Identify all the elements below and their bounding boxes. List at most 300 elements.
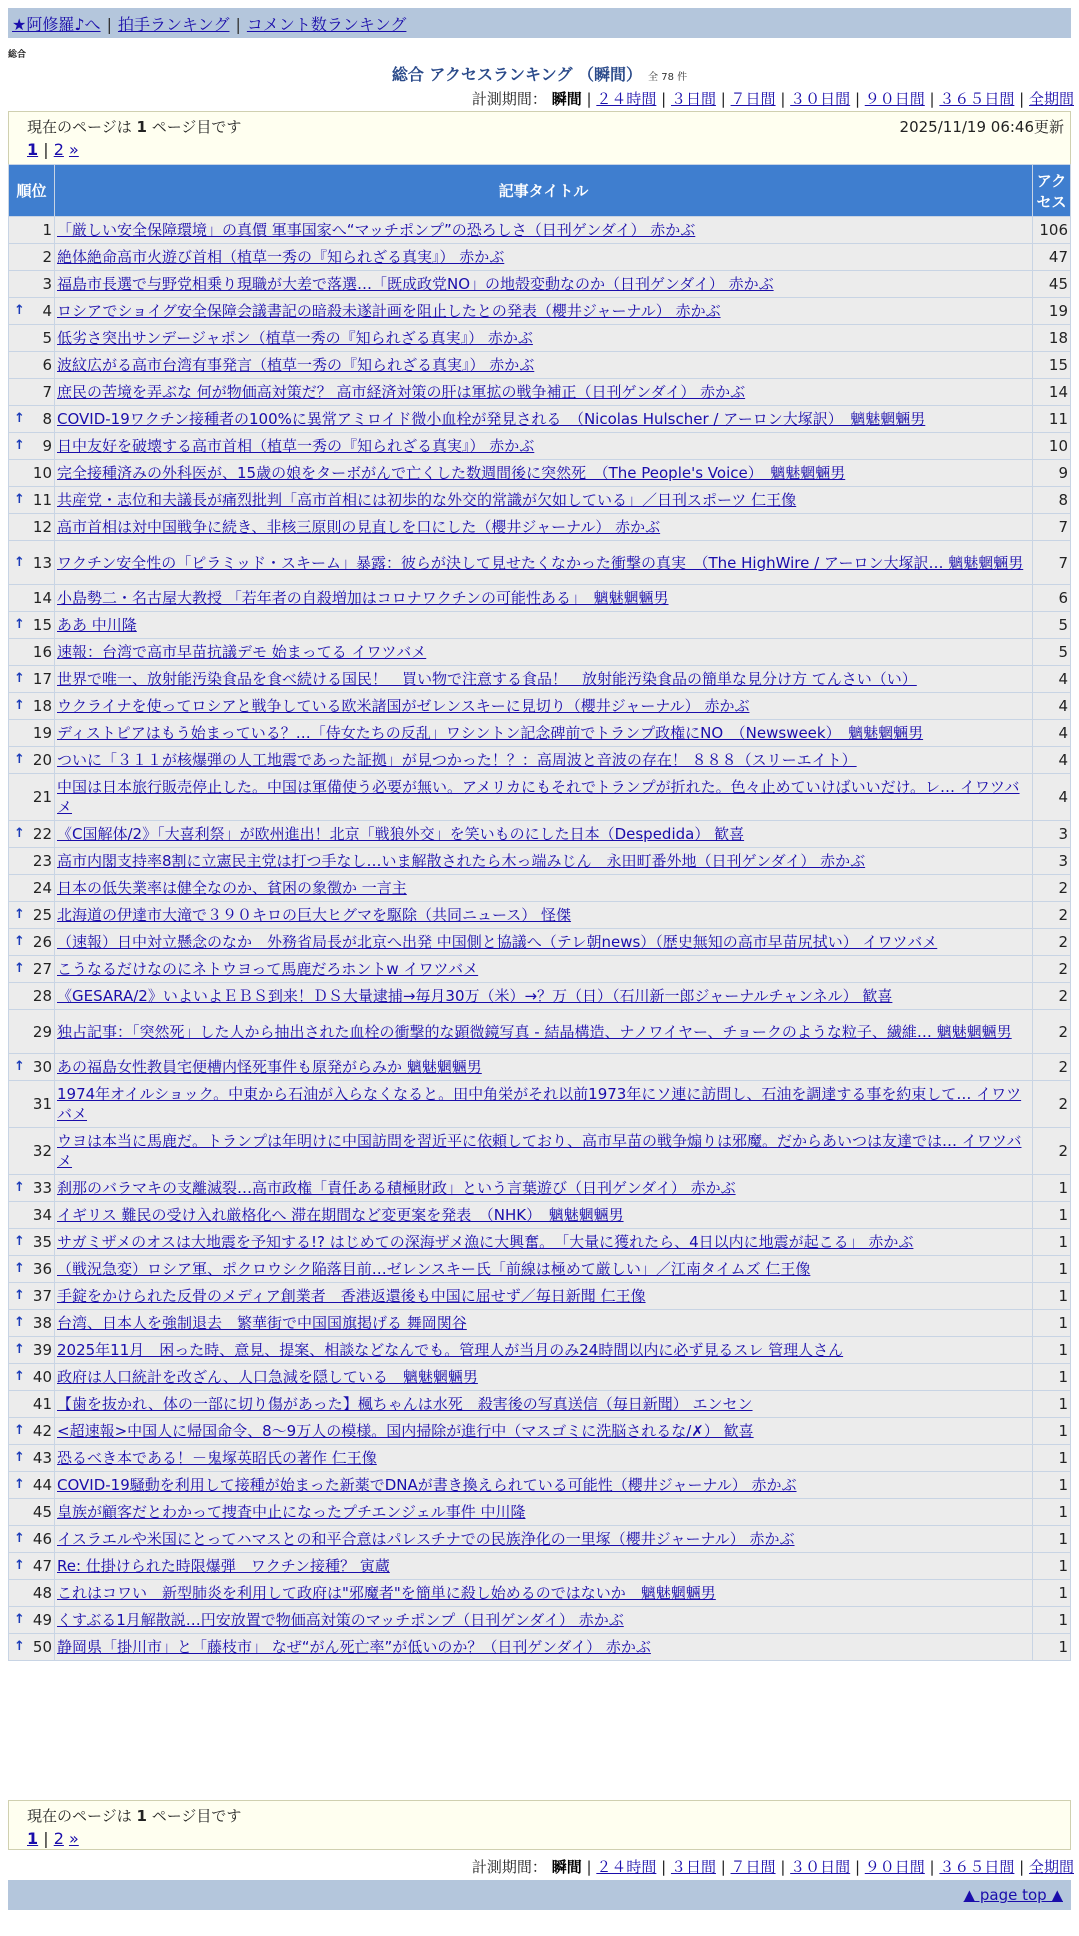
access-count: 1 (1033, 1256, 1071, 1283)
rank-up-arrow-icon: ↑ (14, 1315, 25, 1330)
article-link[interactable]: ウヨは本当に馬鹿だ。トランプは年明けに中国訪問を習近平に依頼しており、高市早苗の戦争煽りは邪魔。だからあいつは友達では… イワツバメ (57, 1132, 1022, 1170)
rank-number: 45 (32, 1503, 52, 1521)
article-link[interactable]: 北海道の伊達市大滝で３９０キロの巨大ヒグマを駆除（共同ニュース） 怪傑 (57, 906, 572, 924)
article-link[interactable]: （速報）日中対立懸念のなか 外務省局長が北京へ出発 中国側と協議へ（テレ朝news）（歴史無知の高市早苗尻拭い） イワツバメ (57, 933, 938, 951)
article-link[interactable]: 政府は人口統計を改ざん、人口急減を隠している 魑魅魍魎男 (57, 1368, 478, 1386)
title-cell (55, 1364, 1033, 1391)
access-count: 1 (1033, 1634, 1071, 1661)
ranking-title: 総合 アクセスランキング （瞬間） (391, 65, 643, 84)
article-link[interactable]: 中国は日本旅行販売停止した。中国は軍備使う必要が無い。アメリカにもそれでトランプが折れた。色々止めていけばいいだけ。レ… イワツバメ (57, 778, 1020, 816)
period-3d-link[interactable]: ３日間 (670, 1858, 716, 1876)
title-cell (55, 1229, 1033, 1256)
article-link[interactable]: 手錠をかけられた反骨のメディア創業者 香港返還後も中国に屈せず／毎日新聞 仁王像 (57, 1287, 646, 1305)
rank-number: 44 (32, 1476, 52, 1494)
rank-number: 24 (32, 879, 52, 897)
rank-cell (9, 514, 55, 541)
title-cell (55, 612, 1033, 639)
table-row (9, 983, 1071, 1010)
rank-cell (9, 774, 55, 821)
page-title (0, 62, 1079, 85)
access-count: 10 (1033, 433, 1071, 460)
access-count: 19 (1033, 298, 1071, 325)
article-link[interactable]: くすぶる1月解散説…円安放置で物価高対策のマッチポンプ（日刊ゲンダイ） 赤かぶ (57, 1611, 624, 1629)
rank-up-arrow-icon: ↑ (14, 698, 25, 713)
rank-number: 9 (42, 437, 52, 455)
article-link[interactable]: 台湾、日本人を強制退去 繁華街で中国国旗掲げる 舞岡関谷 (57, 1314, 467, 1332)
period-24h-link[interactable]: ２４時間 (596, 90, 657, 108)
access-count: 1 (1033, 1607, 1071, 1634)
article-link[interactable]: イスラエルや米国にとってハマスとの和平合意はパレスチナでの民族浄化の一里塚（櫻井ジャーナル） 赤かぶ (57, 1530, 795, 1548)
rank-number: 43 (32, 1449, 52, 1467)
table-row (9, 298, 1071, 325)
title-cell (55, 1499, 1033, 1526)
rank-up-arrow-icon: ↑ (14, 303, 25, 318)
rank-up-arrow-icon: ↑ (14, 1180, 25, 1195)
article-link[interactable]: ついに「３１１が核爆弾の人工地震であった証拠」が見つかった！？：高周波と音波の存在！ ８８８（スリーエイト） (57, 751, 857, 769)
table-row (9, 1445, 1071, 1472)
title-cell (55, 460, 1033, 487)
page-status-bottom: 現在のページは 1 ページ目です (27, 1807, 242, 1825)
article-link[interactable]: 完全接種済みの外科医が、15歳の娘をターボがんで亡くした数週間後に突然死 （The People's Voice） 魑魅魍魎男 (57, 464, 846, 482)
period-90d-link[interactable]: ９０日間 (864, 1858, 925, 1876)
rank-up-arrow-icon: ↑ (14, 1261, 25, 1276)
title-cell (55, 325, 1033, 352)
article-link[interactable]: こうなるだけなのにネトウヨって馬鹿だろホントw イワツバメ (57, 960, 479, 978)
table-row (9, 271, 1071, 298)
access-count: 106 (1033, 217, 1071, 244)
article-link[interactable]: （戦況急変）ロシア軍、ポクロウシク陥落目前…ゼレンスキー氏「前線は極めて厳しい」／江南タイムズ 仁王像 (57, 1260, 811, 1278)
rank-number: 33 (32, 1179, 52, 1197)
page-top-link[interactable]: ▲ page top ▲ (963, 1886, 1063, 1904)
table-row (9, 1010, 1071, 1054)
access-count: 1 (1033, 1337, 1071, 1364)
title-cell (55, 487, 1033, 514)
rank-cell (9, 956, 55, 983)
access-header: アクセス (1033, 165, 1071, 217)
rank-cell (9, 1310, 55, 1337)
table-row (9, 902, 1071, 929)
article-link[interactable]: ウクライナを使ってロシアと戦争している欧米諸国がゼレンスキーに見切り（櫻井ジャーナル） 赤かぶ (57, 697, 750, 715)
rank-cell (9, 1499, 55, 1526)
article-link[interactable]: 《C国解体/2》「大喜利祭」が欧州進出！北京「戦狼外交」を笑いものにした日本（Despedida） 歓喜 (57, 825, 745, 843)
rank-number: 41 (32, 1395, 52, 1413)
article-link[interactable]: 絶体絶命高市火遊び首相（植草一秀の『知られざる真実』） 赤かぶ (57, 248, 505, 266)
rank-cell (9, 541, 55, 585)
rank-cell (9, 406, 55, 433)
rank-cell (9, 1175, 55, 1202)
rank-number: 7 (42, 383, 52, 401)
period-30d-link[interactable]: ３０日間 (790, 1858, 851, 1876)
article-link[interactable]: 日本の低失業率は健全なのか、貧困の象徴か 一言主 (57, 879, 407, 897)
rank-number: 35 (32, 1233, 52, 1251)
access-count: 4 (1033, 720, 1071, 747)
period-all-link[interactable]: 全期間 (1028, 1858, 1074, 1876)
rank-up-arrow-icon: ↑ (14, 1423, 25, 1438)
page-2-link[interactable]: 2 (53, 140, 64, 159)
rank-up-arrow-icon: ↑ (14, 826, 25, 841)
rank-cell (9, 848, 55, 875)
title-cell (55, 956, 1033, 983)
rank-cell (9, 983, 55, 1010)
rank-cell (9, 1445, 55, 1472)
table-row (9, 929, 1071, 956)
article-link[interactable]: 日中友好を破壊する高市首相（植草一秀の『知られざる真実』） 赤かぶ (57, 437, 535, 455)
rank-cell (9, 1128, 55, 1175)
table-row (9, 720, 1071, 747)
title-cell (55, 693, 1033, 720)
access-count: 1 (1033, 1283, 1071, 1310)
rank-cell (9, 693, 55, 720)
article-link[interactable]: これはコワい 新型肺炎を利用して政府は"邪魔者"を簡単に殺し始めるのではないか 魑魅魍魎男 (57, 1584, 716, 1602)
article-link[interactable]: Re: 仕掛けられた時限爆弾 ワクチン接種？ 寅蔵 (57, 1557, 390, 1575)
ranking-table (8, 164, 1071, 1661)
table-row (9, 585, 1071, 612)
rank-cell (9, 1607, 55, 1634)
access-count: 2 (1033, 1081, 1071, 1128)
access-count: 2 (1033, 1128, 1071, 1175)
article-link[interactable]: 波紋広がる高市台湾有事発言（植草一秀の『知られざる真実』） 赤かぶ (57, 356, 535, 374)
article-link[interactable]: 恐るべき本である！－鬼塚英昭氏の著作 仁王像 (57, 1449, 377, 1467)
table-row (9, 1580, 1071, 1607)
article-link[interactable]: あの福島女性教員宅便槽内怪死事件も原発がらみか 魑魅魍魎男 (57, 1058, 482, 1076)
rank-up-arrow-icon: ↑ (14, 554, 25, 570)
access-count: 47 (1033, 244, 1071, 271)
title-cell (55, 774, 1033, 821)
rank-cell (9, 1634, 55, 1661)
title-cell (55, 298, 1033, 325)
ranking-body (9, 217, 1071, 1661)
title-cell (55, 271, 1033, 298)
table-row (9, 217, 1071, 244)
table-row (9, 1202, 1071, 1229)
rank-cell (9, 1081, 55, 1128)
page-number: 1 (136, 118, 147, 136)
period-label: 計測期間： (471, 90, 547, 108)
rank-cell (9, 1283, 55, 1310)
rank-number: 5 (42, 329, 52, 347)
access-count: 15 (1033, 352, 1071, 379)
title-cell (55, 1202, 1033, 1229)
table-row (9, 406, 1071, 433)
page-1-link[interactable]: 1 (27, 1829, 39, 1848)
article-link[interactable]: 「厳しい安全保障環境」の真價 軍事国家へ“マッチポンプ”の恐ろしさ（日刊ゲンダイ） 赤かぶ (57, 221, 696, 239)
rank-number: 46 (32, 1530, 52, 1548)
title-cell (55, 1472, 1033, 1499)
title-cell (55, 1310, 1033, 1337)
rank-cell (9, 1364, 55, 1391)
page-1-link[interactable]: 1 (27, 140, 39, 159)
table-row (9, 1128, 1071, 1175)
table-row (9, 821, 1071, 848)
rank-number: 30 (32, 1058, 52, 1076)
period-365d-link[interactable]: ３６５日間 (939, 1858, 1015, 1876)
title-cell (55, 720, 1033, 747)
rank-up-arrow-icon: ↑ (14, 617, 25, 632)
title-cell (55, 1128, 1033, 1175)
table-row (9, 1081, 1071, 1128)
article-link[interactable]: COVID-19騒動を利用して接種が始まった新薬でDNAが書き換えられている可能性（櫻井ジャーナル） 赤かぶ (57, 1476, 797, 1494)
rank-number: 34 (32, 1206, 52, 1224)
article-link[interactable]: 1974年オイルショック。中東から石油が入らなくなると。田中角栄がそれ以前1973年にソ連に訪問し、石油を調達する事を約束して… イワツバメ (57, 1085, 1022, 1123)
article-link[interactable]: 速報：台湾で高市早苗抗議デモ 始まってる イワツバメ (57, 643, 427, 661)
rank-number: 20 (32, 751, 52, 769)
rank-number: 19 (32, 724, 52, 742)
access-count: 2 (1033, 875, 1071, 902)
rank-up-arrow-icon: ↑ (14, 1059, 25, 1074)
rank-cell (9, 585, 55, 612)
rank-cell (9, 821, 55, 848)
rank-cell (9, 298, 55, 325)
article-link[interactable]: ディストピアはもう始まっている？…「侍女たちの反乱」ワシントン記念碑前でトランプ政権にNO （Newsweek） 魑魅魍魎男 (57, 724, 924, 742)
rank-cell (9, 1337, 55, 1364)
access-count: 1 (1033, 1229, 1071, 1256)
comment-ranking-link[interactable]: コメント数ランキング (246, 15, 407, 34)
rank-number: 3 (42, 275, 52, 293)
title-cell (55, 352, 1033, 379)
rank-number: 47 (32, 1557, 52, 1575)
title-cell (55, 514, 1033, 541)
rank-cell (9, 1256, 55, 1283)
rank-number: 2 (42, 248, 52, 266)
access-count: 2 (1033, 983, 1071, 1010)
rank-number: 16 (32, 643, 52, 661)
article-link[interactable]: 【歯を抜かれ、体の一部に切り傷があった】楓ちゃんは水死 殺害後の写真送信（毎日新聞） エンセン (57, 1395, 753, 1413)
title-cell (55, 1580, 1033, 1607)
rank-cell (9, 1054, 55, 1081)
period-24h-link[interactable]: ２４時間 (596, 1858, 657, 1876)
access-count: 1 (1033, 1364, 1071, 1391)
period-7d-link[interactable]: ７日間 (730, 90, 776, 108)
article-link[interactable]: 静岡県「掛川市」と「藤枝市」 なぜ“がん死亡率”が低いのか？（日刊ゲンダイ） 赤かぶ (57, 1638, 651, 1656)
access-count: 8 (1033, 487, 1071, 514)
article-link[interactable]: 福島市長選で与野党相乗り現職が大差で落選…「既成政党NO」の地殻変動なのか（日刊ゲンダイ） 赤かぶ (57, 275, 774, 293)
next-page-link[interactable]: » (68, 140, 79, 159)
table-row (9, 1526, 1071, 1553)
title-cell (55, 1391, 1033, 1418)
rank-cell (9, 875, 55, 902)
article-link[interactable]: ああ 中川隆 (57, 616, 137, 634)
article-link[interactable]: <超速報>中国人に帰国命令、8～9万人の模様。国内掃除が進行中（マスゴミに洗脳されるな/✗） 歓喜 (57, 1422, 754, 1440)
article-link[interactable]: 共産党・志位和夫議長が痛烈批判「高市首相には初歩的な外交的常識が欠如している」／日刊スポーツ 仁王像 (57, 491, 797, 509)
table-row (9, 1607, 1071, 1634)
title-cell (55, 1634, 1033, 1661)
access-count: 2 (1033, 1010, 1071, 1054)
page-2-link[interactable]: 2 (53, 1829, 64, 1848)
rank-cell (9, 217, 55, 244)
table-row (9, 1391, 1071, 1418)
title-cell (55, 541, 1033, 585)
rank-cell (9, 1202, 55, 1229)
access-count: 5 (1033, 639, 1071, 666)
table-row (9, 379, 1071, 406)
access-count: 4 (1033, 693, 1071, 720)
title-cell (55, 875, 1033, 902)
article-link[interactable]: ロシアでショイグ安全保障会議書記の暗殺未遂計画を阻止したとの発表（櫻井ジャーナル） 赤かぶ (57, 302, 721, 320)
rank-up-arrow-icon: ↑ (14, 411, 25, 426)
rank-up-arrow-icon: ↑ (14, 1558, 25, 1573)
article-link[interactable]: 刹那のバラマキの支離滅裂…高市政権「責任ある積極財政」という言葉遊び（日刊ゲンダイ） 赤かぶ (57, 1179, 736, 1197)
rank-number: 50 (32, 1638, 52, 1656)
table-row (9, 1364, 1071, 1391)
article-link[interactable]: サガミザメのオスは大地震を予知する!? はじめての深海ザメ漁に大興奮。 「大量に獲れたら、4日以内に地震が起こる」 赤かぶ (57, 1233, 914, 1251)
access-count: 1 (1033, 1580, 1071, 1607)
title-cell (55, 244, 1033, 271)
title-cell (55, 1526, 1033, 1553)
rank-cell (9, 1580, 55, 1607)
access-count: 3 (1033, 848, 1071, 875)
article-link[interactable]: 低劣さ突出サンデージャポン（植草一秀の『知られざる真実』） 赤かぶ (57, 329, 533, 347)
rank-number: 4 (42, 302, 52, 320)
period-selector-top: 計測期間： 瞬間 | ２４時間 | ３日間 | ７日間 | ３０日間 | ９０日間 | ３６５日間 | 全期間 (471, 90, 1074, 108)
rank-up-arrow-icon: ↑ (14, 1288, 25, 1303)
rank-cell (9, 1010, 55, 1054)
rank-number: 21 (32, 788, 52, 806)
period-365d-link[interactable]: ３６５日間 (939, 90, 1015, 108)
rank-up-arrow-icon: ↑ (14, 1369, 25, 1384)
title-cell (55, 902, 1033, 929)
table-row (9, 514, 1071, 541)
access-count: 6 (1033, 585, 1071, 612)
table-row (9, 693, 1071, 720)
rank-cell (9, 902, 55, 929)
rank-number: 15 (32, 616, 52, 634)
rank-cell (9, 325, 55, 352)
rank-number: 11 (32, 491, 52, 509)
footer-bar (8, 1880, 1071, 1910)
article-link[interactable]: 独占記事：「突然死」した人から抽出された血栓の衝撃的な顕微鏡写真 - 結晶構造、ナノワイヤー、チョークのような粒子、繊維… 魑魅魍魎男 (57, 1022, 1012, 1041)
table-row (9, 433, 1071, 460)
title-cell (55, 406, 1033, 433)
title-cell (55, 585, 1033, 612)
title-cell (55, 666, 1033, 693)
home-link[interactable]: ★阿修羅♪へ (12, 15, 101, 34)
article-link[interactable]: 高市首相は対中国戦争に続き、非核三原則の見直しを口にした（櫻井ジャーナル） 赤かぶ (57, 518, 661, 536)
access-count: 4 (1033, 666, 1071, 693)
rank-up-arrow-icon: ↑ (14, 1342, 25, 1357)
rank-cell (9, 612, 55, 639)
pagination-bottom: 1 | 2 » (27, 1829, 79, 1848)
rank-up-arrow-icon: ↑ (14, 671, 25, 686)
table-row (9, 848, 1071, 875)
article-link[interactable]: 小島勢二・名古屋大教授 「若年者の自殺増加はコロナワクチンの可能性ある」 魑魅魍魎男 (57, 589, 669, 607)
rank-cell (9, 747, 55, 774)
table-row (9, 1054, 1071, 1081)
rank-number: 22 (32, 825, 52, 843)
access-count: 1 (1033, 1202, 1071, 1229)
total-count: 全 78 件 (648, 72, 688, 83)
period-selector-bottom: 計測期間： 瞬間 | ２４時間 | ３日間 | ７日間 | ３０日間 | ９０日間 | ３６５日間 | 全期間 (471, 1858, 1074, 1876)
rank-cell (9, 433, 55, 460)
rank-header: 順位 (9, 165, 55, 217)
access-count: 14 (1033, 379, 1071, 406)
rank-cell (9, 487, 55, 514)
rank-number: 40 (32, 1368, 52, 1386)
rank-number: 1 (42, 221, 52, 239)
rank-number: 29 (32, 1022, 52, 1041)
rank-number: 32 (32, 1142, 52, 1160)
category-label: 総合 (8, 50, 27, 60)
access-count: 2 (1033, 956, 1071, 983)
access-count: 18 (1033, 325, 1071, 352)
article-link[interactable]: イギリス 難民の受け入れ厳格化へ 滞在期間など変更案を発表 （NHK） 魑魅魍魎男 (57, 1206, 624, 1224)
table-row (9, 244, 1071, 271)
table-row (9, 774, 1071, 821)
access-count: 2 (1033, 929, 1071, 956)
table-header (9, 165, 1071, 217)
title-cell (55, 821, 1033, 848)
period-3d-link[interactable]: ３日間 (670, 90, 716, 108)
rank-up-arrow-icon: ↑ (14, 492, 25, 507)
article-link[interactable]: 2025年11月 困った時、意見、提案、相談などなんでも。管理人が当月のみ24時間以内に必ず見るスレ 管理人さん (57, 1341, 844, 1359)
rank-cell (9, 1391, 55, 1418)
access-count: 11 (1033, 406, 1071, 433)
title-cell (55, 1418, 1033, 1445)
access-count: 1 (1033, 1553, 1071, 1580)
table-row (9, 612, 1071, 639)
rank-up-arrow-icon: ↑ (14, 438, 25, 453)
title-cell (55, 1054, 1033, 1081)
table-row (9, 325, 1071, 352)
period-7d-link[interactable]: ７日間 (730, 1858, 776, 1876)
table-row (9, 1499, 1071, 1526)
article-link[interactable]: 世界で唯一、放射能汚染食品を食べ続ける国民！ 買い物で注意する食品！ 放射能汚染食品の簡単な見分け方 てんさい（い） (57, 670, 917, 688)
access-count: 1 (1033, 1391, 1071, 1418)
access-count: 9 (1033, 460, 1071, 487)
rank-number: 36 (32, 1260, 52, 1278)
title-cell (55, 1553, 1033, 1580)
page-info-bottom (8, 1800, 1071, 1850)
article-link[interactable]: 高市内閣支持率8割に立憲民主党は打つ手なし…いま解散されたら木っ端みじん 永田町番外地（日刊ゲンダイ） 赤かぶ (57, 852, 866, 870)
article-link[interactable]: 《GESARA/2》いよいよＥＢＳ到来！ＤＳ大量逮捕→毎月30万（米）→？万（日）（石川新一郎ジャーナルチャンネル） 歓喜 (57, 987, 893, 1005)
period-all-link[interactable]: 全期間 (1028, 90, 1074, 108)
table-row (9, 747, 1071, 774)
rank-number: 23 (32, 852, 52, 870)
rank-cell (9, 929, 55, 956)
rank-number: 8 (42, 410, 52, 428)
article-link[interactable]: 皇族が顧客だとわかって捜査中止になったプチエンジェル事件 中川隆 (57, 1503, 526, 1521)
table-row (9, 1337, 1071, 1364)
title-cell (55, 929, 1033, 956)
title-header: 記事タイトル (55, 165, 1033, 217)
period-90d-link[interactable]: ９０日間 (864, 90, 925, 108)
title-cell (55, 433, 1033, 460)
top-nav-bar: ★阿修羅♪へ | 拍手ランキング | コメント数ランキング (8, 8, 1071, 38)
rank-up-arrow-icon: ↑ (14, 1477, 25, 1492)
next-page-link[interactable]: » (68, 1829, 79, 1848)
access-count: 2 (1033, 1054, 1071, 1081)
article-link[interactable]: 庶民の苦境を弄ぶな 何が物価高対策だ？ 高市経済対策の肝は軍拡の戦争補正（日刊ゲンダイ） 赤かぶ (57, 383, 746, 401)
rank-cell (9, 352, 55, 379)
rank-number: 17 (32, 670, 52, 688)
updated-time: 2025/11/19 06:46更新 (899, 118, 1064, 136)
rank-up-arrow-icon: ↑ (14, 752, 25, 767)
rank-cell (9, 271, 55, 298)
access-count: 5 (1033, 612, 1071, 639)
article-link[interactable]: ワクチン安全性の「ピラミッド・スキーム」暴露：彼らが決して見せたくなかった衝撃の真実 （The HighWire / アーロン大塚訳… 魑魅魍魎男 (57, 553, 1024, 572)
article-link[interactable]: COVID-19ワクチン接種者の100%に異常アミロイド微小血栓が発見される （Nicolas Hulscher / アーロン大塚訳） 魑魅魍魎男 (57, 410, 926, 428)
title-cell (55, 1445, 1033, 1472)
period-30d-link[interactable]: ３０日間 (790, 90, 851, 108)
table-row (9, 352, 1071, 379)
title-cell (55, 747, 1033, 774)
title-cell (55, 217, 1033, 244)
rank-number: 26 (32, 933, 52, 951)
title-cell (55, 1010, 1033, 1054)
table-row (9, 1256, 1071, 1283)
clap-ranking-link[interactable]: 拍手ランキング (117, 15, 230, 34)
table-row (9, 1553, 1071, 1580)
rank-up-arrow-icon: ↑ (14, 961, 25, 976)
